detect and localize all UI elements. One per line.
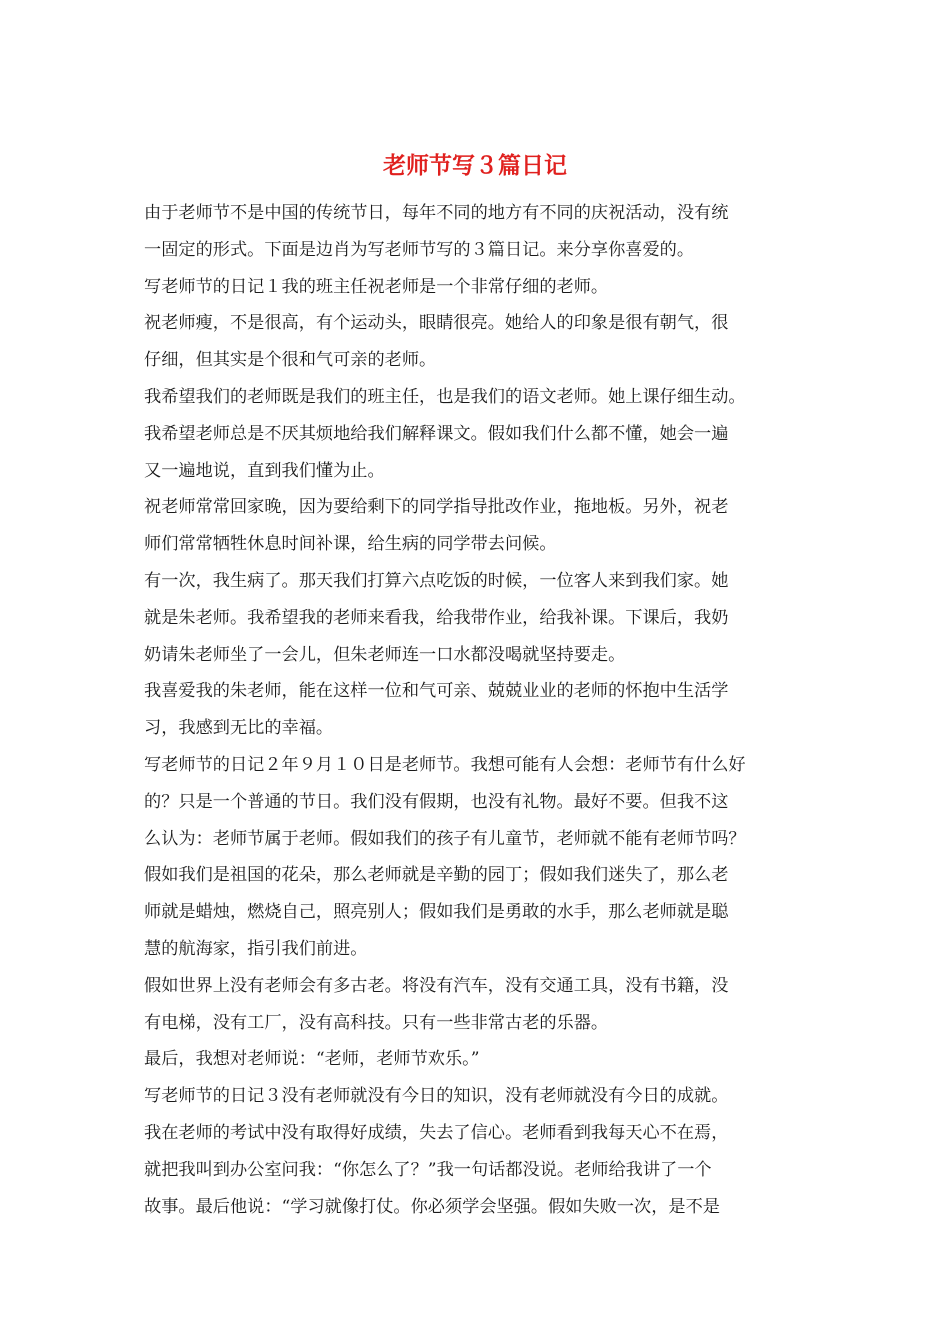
text-line: 有电梯，没有工厂，没有高科技。只有一些非常古老的乐器。 xyxy=(144,1012,609,1033)
text-line: 我在老师的考试中没有取得好成绩，失去了信心。老师看到我每天心不在焉， xyxy=(144,1122,729,1143)
text-line: 一固定的形式。下面是边肖为写老师节写的３篇日记。来分享你喜爱的。 xyxy=(144,239,695,260)
text-line: 最后，我想对老师说：“老师，老师节欢乐。” xyxy=(144,1049,480,1070)
text-line: 有一次，我生病了。那天我们打算六点吃饭的时候，一位客人来到我们家。她 xyxy=(144,570,729,591)
text-line: 由于老师节不是中国的传统节日，每年不同的地方有不同的庆祝活动，没有统 xyxy=(144,203,729,223)
text-line: 慧的航海家，指引我们前进。 xyxy=(144,938,368,959)
text-line: 么认为：老师节属于老师。假如我们的孩子有儿童节，老师就不能有老师节吗？ xyxy=(144,828,746,849)
text-line: 仔细，但其实是个很和气可亲的老师。 xyxy=(144,350,437,371)
text-line: 师就是蜡烛，燃烧自己，照亮别人；假如我们是勇敢的水手，那么老师就是聪 xyxy=(144,902,729,923)
text-line: 就是朱老师。我希望我的老师来看我，给我带作业，给我补课。下课后，我奶 xyxy=(144,607,729,628)
text-line: 师们常常牺牲休息时间补课，给生病的同学带去问候。 xyxy=(144,534,557,555)
text-line: 就把我叫到办公室问我：“你怎么了？”我一句话都没说。老师给我讲了一个 xyxy=(144,1159,712,1180)
text-line: 我希望我们的老师既是我们的班主任，也是我们的语文老师。她上课仔细生动。 xyxy=(144,386,746,407)
text-line: 写老师节的日记１我的班主任祝老师是一个非常仔细的老师。 xyxy=(144,276,609,297)
document-body xyxy=(144,195,814,1225)
text-line: 写老师节的日记２年９月１０日是老师节。我想可能有人会想：老师节有什么好 xyxy=(144,754,746,775)
text-line: 奶请朱老师坐了一会儿，但朱老师连一口水都没喝就坚持要走。 xyxy=(144,644,626,665)
text-line: 祝老师常常回家晚，因为要给剩下的同学指导批改作业，拖地板。另外，祝老 xyxy=(144,497,729,518)
text-line: 习，我感到无比的幸福。 xyxy=(144,718,334,739)
text-line: 我希望老师总是不厌其烦地给我们解释课文。假如我们什么都不懂，她会一遍 xyxy=(144,423,729,444)
text-line: 又一遍地说，直到我们懂为止。 xyxy=(144,460,385,481)
text-line: 写老师节的日记３没有老师就没有今日的知识，没有老师就没有今日的成就。 xyxy=(144,1086,729,1107)
text-line: 我喜爱我的朱老师，能在这样一位和气可亲、兢兢业业的老师的怀抱中生活学 xyxy=(144,681,729,702)
text-line: 的？只是一个普通的节日。我们没有假期，也没有礼物。最好不要。但我不这 xyxy=(144,791,729,812)
text-line: 祝老师瘦，不是很高，有个运动头，眼睛很亮。她给人的印象是很有朝气，很 xyxy=(144,313,729,334)
text-line: 假如我们是祖国的花朵，那么老师就是辛勤的园丁；假如我们迷失了，那么老 xyxy=(144,865,729,886)
text-line: 假如世界上没有老师会有多古老。将没有汽车，没有交通工具，没有书籍，没 xyxy=(144,975,729,996)
document-title: 老师节写３篇日记 xyxy=(383,152,567,179)
text-line: 故事。最后他说：“学习就像打仗。你必须学会坚强。假如失败一次，是不是 xyxy=(144,1196,720,1217)
